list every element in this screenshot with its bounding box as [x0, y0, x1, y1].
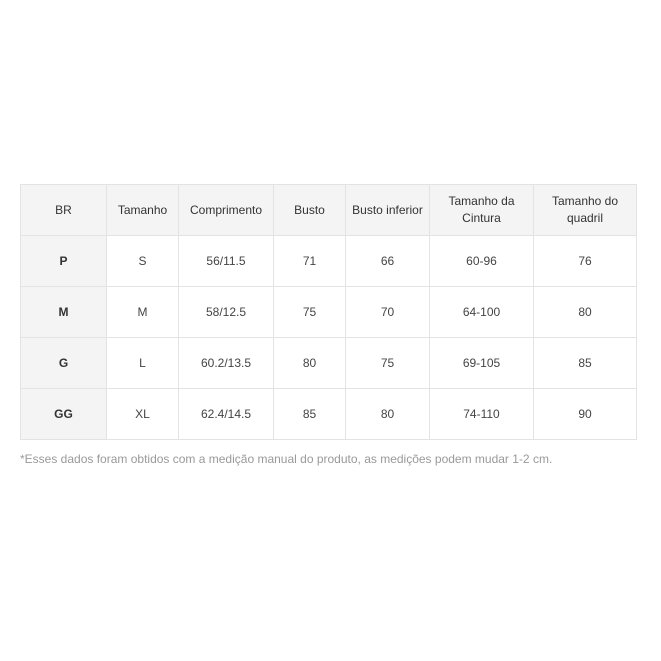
- cell-tamanho: XL: [107, 389, 179, 440]
- cell-cintura: 64-100: [430, 287, 534, 338]
- cell-quadril: 80: [534, 287, 637, 338]
- cell-quadril: 85: [534, 338, 637, 389]
- cell-quadril: 76: [534, 236, 637, 287]
- cell-br: M: [21, 287, 107, 338]
- cell-cintura: 69-105: [430, 338, 534, 389]
- table-row: [21, 287, 637, 338]
- cell-cintura: 74-110: [430, 389, 534, 440]
- cell-tamanho: M: [107, 287, 179, 338]
- table-row: [21, 338, 637, 389]
- cell-busto: 80: [274, 338, 346, 389]
- cell-busto-inferior: 70: [346, 287, 430, 338]
- size-chart-table: [20, 184, 637, 440]
- table-header: [21, 185, 637, 236]
- cell-br: GG: [21, 389, 107, 440]
- table-row: [21, 236, 637, 287]
- cell-busto: 75: [274, 287, 346, 338]
- header-comprimento: Comprimento: [179, 185, 274, 236]
- cell-comprimento: 56/11.5: [179, 236, 274, 287]
- cell-comprimento: 62.4/14.5: [179, 389, 274, 440]
- cell-busto-inferior: 80: [346, 389, 430, 440]
- header-tamanho-da-cintura: Tamanho da Cintura: [430, 185, 534, 236]
- cell-quadril: 90: [534, 389, 637, 440]
- cell-busto-inferior: 66: [346, 236, 430, 287]
- cell-busto-inferior: 75: [346, 338, 430, 389]
- cell-busto: 71: [274, 236, 346, 287]
- table-row: [21, 389, 637, 440]
- cell-busto: 85: [274, 389, 346, 440]
- header-busto: Busto: [274, 185, 346, 236]
- measurement-footnote: *Esses dados foram obtidos com a medição manual do produto, as medições podem mudar 1-2 cm.: [20, 452, 553, 466]
- cell-tamanho: S: [107, 236, 179, 287]
- cell-cintura: 60-96: [430, 236, 534, 287]
- header-tamanho: Tamanho: [107, 185, 179, 236]
- cell-comprimento: 58/12.5: [179, 287, 274, 338]
- header-tamanho-do-quadril: Tamanho do quadril: [534, 185, 637, 236]
- cell-comprimento: 60.2/13.5: [179, 338, 274, 389]
- cell-br: G: [21, 338, 107, 389]
- header-br: BR: [21, 185, 107, 236]
- cell-br: P: [21, 236, 107, 287]
- header-busto-inferior: Busto inferior: [346, 185, 430, 236]
- cell-tamanho: L: [107, 338, 179, 389]
- table-body: [21, 236, 637, 440]
- header-row: [21, 185, 637, 236]
